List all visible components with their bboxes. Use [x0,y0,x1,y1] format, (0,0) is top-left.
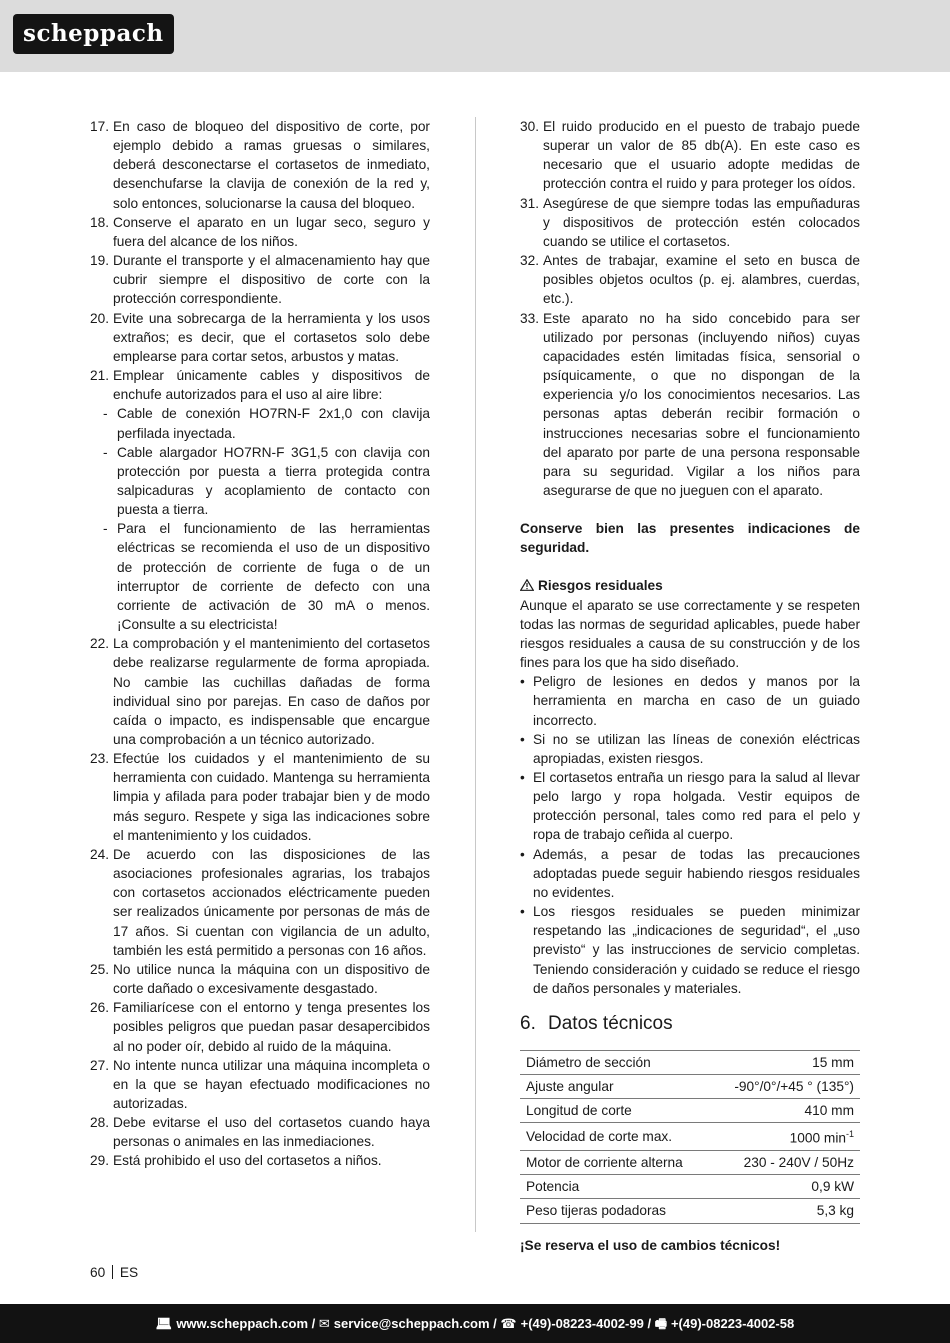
page-separator [112,1265,113,1279]
list-item: 30. El ruido producido en el puesto de trabajo puede superar un valor de 85 db(A). En este caso es necesario que el usuario adopte medidas de protección contra el ruido y para proteger los oídos. [520,119,860,192]
list-item: 21. Emplear únicamente cables y dispositivos de enchufe autorizados para el uso al aire libre: [90,368,430,403]
bullet-item: • Si no se utilizan las líneas de conexión eléctricas apropiadas, existen riesgos. [520,731,860,766]
table-row: Peso tijeras podadoras 5,3 kg [520,1199,860,1223]
list-item: 20. Evite una sobrecarga de la herramienta y los usos extraños; es decir, que el cortasetos solo debe emplearse para cortar setos, arbustos y matas. [90,310,430,364]
keep-instructions-note: Conserve bien las presentes indicaciones de seguridad. [520,521,860,556]
phone-icon: ☎︎ [500,1316,517,1331]
fax-icon: 🖷︎ [654,1316,667,1331]
table-row: Motor de corriente alterna 230 - 240V / 50Hz [520,1151,860,1175]
computer-icon: 💻︎ [155,1316,173,1331]
footer-contact-bar [0,1304,950,1343]
left-column [90,117,430,1171]
list-item: 25. No utilice nunca la máquina con un dispositivo de corte dañado o excesivamente desgastado. [90,961,430,997]
column-divider [475,117,476,1232]
bullet-item: • El cortasetos entraña un riesgo para la salud al llevar pelo largo y ropa holgada. Vestir equipos de protección personal, tales como red para el pelo y ropa de trabajo ceñida al cuerpo. [520,770,860,843]
phone-number: +(49)-08223-4002-99 / [520,1316,652,1331]
header-band [0,0,950,72]
bullet-item: • Además, a pesar de todas las precauciones adoptadas puede seguir habiendo riesgos residuales no evidentes. [520,846,860,900]
table-row: Diámetro de sección 15 mm [520,1050,860,1074]
list-item: 29. Está prohibido el uso del cortasetos a niños. [90,1153,382,1169]
residual-risks-intro: Aunque el aparato se use correctamente y se respeten todas las normas de seguridad aplicables, puede haber riesgos residuales a causa de su construcción y de los fines para los que ha sido diseñado. [520,597,860,671]
list-item: 17. En caso de bloqueo del dispositivo de corte, por ejemplo debido a ramas gruesas o similares, deberá desconectarse el cortasetos de inmediato, desenchufarse la clavija de conexión de la red y, solo entonces, solucionarse la causa del bloqueo. [90,119,430,211]
list-item: 32. Antes de trabajar, examine el seto en busca de posibles objetos ocultos (p. ej. alambres, cuerdas, etc.). [520,253,860,307]
scheppach-logo: scheppach [13,14,174,54]
sub-list-item: - Para el funcionamiento de las herramientas eléctricas se recomienda el uso de un dispositivo de protección de corriente de fuga o de un interruptor de corriente de defecto con una corriente de activación de 30 mA o menos. ¡Consulte a su electricista! [103,521,430,633]
email-link[interactable]: service@scheppach.com / [333,1316,497,1331]
list-item: 23. Efectúe los cuidados y el mantenimiento de su herramienta con cuidado. Mantenga su herramienta limpia y afilada para poder trabajar bien y de modo más seguro. Respete y siga las indicaciones sobre el mantenimiento y los cuidados. [90,751,430,843]
list-item: 19. Durante el transporte y el almacenamiento hay que cubrir siempre el dispositivo de corte con la protección correspondiente. [90,253,430,307]
list-item: 18. Conserve el aparato en un lugar seco, seguro y fuera del alcance de los niños. [90,214,430,249]
bullet-item: • Los riesgos residuales se pueden minimizar respetando las „indicaciones de seguridad“, el „uso previsto“ y las instrucciones de servicio completas. Teniendo consideración y cuidado se reduce el riesgo de daños personales y materiales. [520,904,860,996]
list-item: 24. De acuerdo con las disposiciones de las asociaciones profesionales agrarias, los trabajos con cortasetos accionados eléctricamente pueden ser realizados únicamente por personas de más de 17 años. Si cuentan con vigilancia de un adulto, también les está permitido a personas con 16 años. [90,846,430,958]
table-row: Longitud de corte 410 mm [520,1099,860,1123]
page-number: 60 ES [90,1265,139,1280]
list-item: 26. Familiarícese con el entorno y tenga presentes los posibles peligros que puedan pasar desapercibidos al no poder oír, debido al ruido de la máquina. [90,1000,430,1054]
fax-number: +(49)-08223-4002-58 [670,1316,795,1331]
right-column [520,117,860,1255]
bullet-item: • Peligro de lesiones en dedos y manos por la herramienta en marcha en caso de un guiado incorrecto. [520,674,860,728]
table-row: Ajuste angular -90°/0°/+45 ° (135°) [520,1075,860,1099]
list-item: 28. Debe evitarse el uso del cortasetos cuando haya personas o animales en las inmediaciones. [90,1115,430,1150]
table-row: Velocidad de corte max. 1000 $\min^{-1}$ [520,1123,860,1151]
website-link[interactable]: www.scheppach.com / [176,1316,316,1331]
sub-list-item: - Cable de conexión HO7RN-F 2x1,0 con clavija perfilada inyectada. [103,406,430,441]
list-item: 27. No intente nunca utilizar una máquina incompleta o en la que se hayan efectuado modificaciones no autorizadas. [90,1057,430,1111]
list-item: 22. La comprobación y el mantenimiento del cortasetos debe realizarse regularmente de forma apropiada. No cambie las cuchillas dañadas de forma individual sino por parejas. En caso de daños por caída o impacto, es indispensable que encargue una comprobación a un técnico autorizado. [90,636,430,747]
warning-icon [520,579,534,591]
technical-data-table [520,1050,860,1224]
mail-icon: ✉︎ [318,1316,330,1331]
table-row: Potencia 0,9 kW [520,1175,860,1199]
list-item: 33. Este aparato no ha sido concebido para ser utilizado por personas (incluyendo niños) cuyas capacidades estén limitadas física, sensorial o psíquicamente, o que no dispongan de la experiencia y/o los conocimientos necesarios. Las personas aptas deberán recibir formación o instrucciones necesarias sobre el funcionamiento del aparato por parte de una persona responsable para su seguridad. Vigilar a los niños para asegurarse de que no jueguen con el aparato. [520,310,860,498]
list-item: 31. Asegúrese de que siempre todas las empuñaduras y dispositivos de protección estén colocados cuando se utilice el cortasetos. [520,195,860,249]
residual-risks-heading: Riesgos residuales [520,576,860,595]
section-title: 6. Datos técnicos [520,1012,673,1034]
technical-changes-note: ¡Se reserva el uso de cambios técnicos! [520,1237,781,1253]
sub-list-item: - Cable alargador HO7RN-F 3G1,5 con clavija con protección por puesta a tierra protegida contra salpicaduras y acoplamiento de contacto con puesta a tierra. [103,444,430,518]
